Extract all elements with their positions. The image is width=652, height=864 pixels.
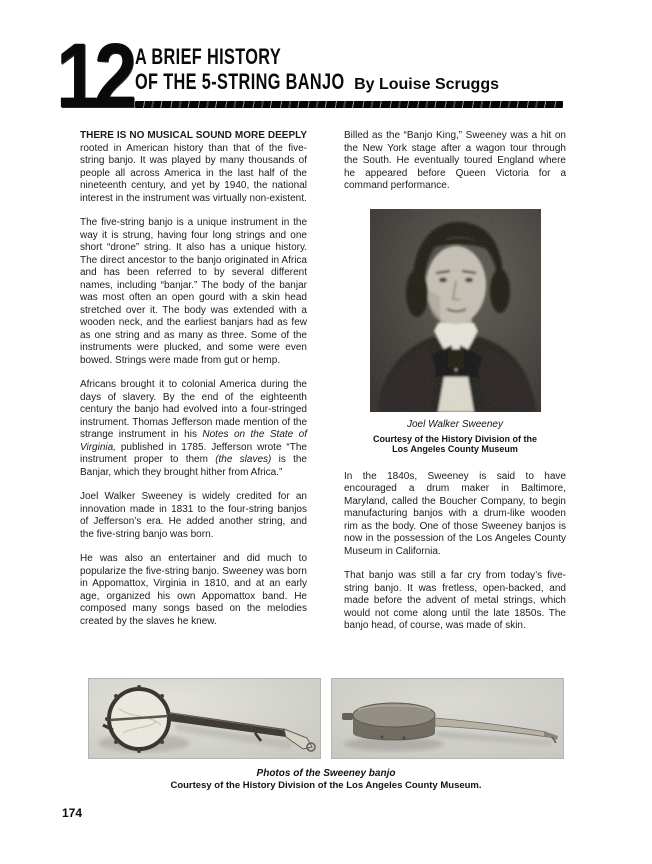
left-column xyxy=(80,130,307,640)
paragraph: The five-string banjo is a unique instrument in the way it is strung, having four long strings and one short “drone” string. It also has a unique history. The direct ancestor to the banjo originated in Africa and has been referred to by several different names, including “banjar.” The body of the banjar was most often an open gourd with a skin head stretched over it. The body was extended with a wooden neck, and the earliest banjars had as few as one string and as many as three. Some of the instruments were plucked, and some were even bowed. Strings were made from gut or hemp. xyxy=(80,217,307,366)
banjo-photos-strip xyxy=(89,679,563,758)
banjo-photo-left xyxy=(89,679,320,758)
portrait-illustration xyxy=(370,209,541,412)
portrait-credit xyxy=(344,434,566,455)
portrait-figure xyxy=(344,209,566,455)
chapter-header xyxy=(55,25,615,127)
right-column xyxy=(344,130,566,645)
paragraph: He was also an entertainer and did much to popularize the five-string banjo. Sweeney was born in Appomattox, Virginia in 1810, and at an early age, organized his own Appomattox band. He composed many songs based on the melodies created by the slaves he knew. xyxy=(80,553,307,627)
portrait-photo xyxy=(370,209,541,412)
title-divider-rule xyxy=(135,101,563,108)
banjo-left-illustration xyxy=(89,679,320,758)
chapter-title-line2 xyxy=(135,69,615,97)
paragraph: That banjo was still a far cry from today’s five-string banjo. It was fretless, open-backed, and made before the advent of metal strings, which would not come along until the late 1850s. The banjo head, of course, was made of skin. xyxy=(344,570,566,631)
chapter-title-block xyxy=(135,40,615,97)
portrait-credit-line1: Courtesy of the History Division of the xyxy=(372,433,538,444)
banjo-photo-right xyxy=(332,679,563,758)
paragraph: Joel Walker Sweeney is widely credited for an innovation made in 1831 to the four-string banjos of Jefferson’s era. He added another string, and the five-string banjo was born. xyxy=(80,491,307,540)
chapter-number: 12 xyxy=(56,25,132,127)
page-number: 174 xyxy=(62,806,83,820)
photos-caption: Photos of the Sweeney banjo xyxy=(256,768,396,779)
paragraph: THERE IS NO MUSICAL SOUND MORE DEEPLY rooted in American history than that of the five-string banjo. It was played by many thousands of people all across America in the last half of the nineteenth century, and yet by 1940, the national interest in the instrument was virtually non-existent. xyxy=(80,130,307,204)
chapter-title-line2-text: OF THE 5-STRING BANJO xyxy=(135,69,345,94)
photos-credit: Courtesy of the History Division of the Los Angeles County Museum. xyxy=(170,780,482,791)
portrait-caption: Joel Walker Sweeney xyxy=(407,418,503,430)
chapter-title-line1 xyxy=(135,44,615,69)
byline: By Louise Scruggs xyxy=(354,76,499,93)
portrait-credit-line2: Los Angeles County Museum xyxy=(392,444,518,454)
paragraph: Billed as the “Banjo King,” Sweeney was a hit on the New York stage after a wagon tour through the South. He eventually toured England where he appeared before Queen Victoria for a command performance. xyxy=(344,130,566,191)
photos-caption-block xyxy=(0,768,652,792)
paragraph: Africans brought it to colonial America during the days of slavery. By the end of the eighteenth century the banjo had evolved into a four-stringed instrument. Thomas Jefferson made mention of the strange instrument in his Notes on the State of Virginia, published in 1785. Jefferson wrote “The instrument proper to them (the slaves) is the Banjar, which they brought hither from Africa.” xyxy=(80,379,308,478)
banjo-right-illustration xyxy=(332,679,563,758)
chapter-title-line1-text: A BRIEF HISTORY xyxy=(135,44,282,69)
paragraph: In the 1840s, Sweeney is said to have encouraged a drum maker in Baltimore, Maryland, called the Boucher Company, to begin manufacturing banjos with a drum-like wooden rim as the body. One of those Sweeney banjos is now in the possession of the Los Angeles County Museum in California. xyxy=(344,470,566,557)
